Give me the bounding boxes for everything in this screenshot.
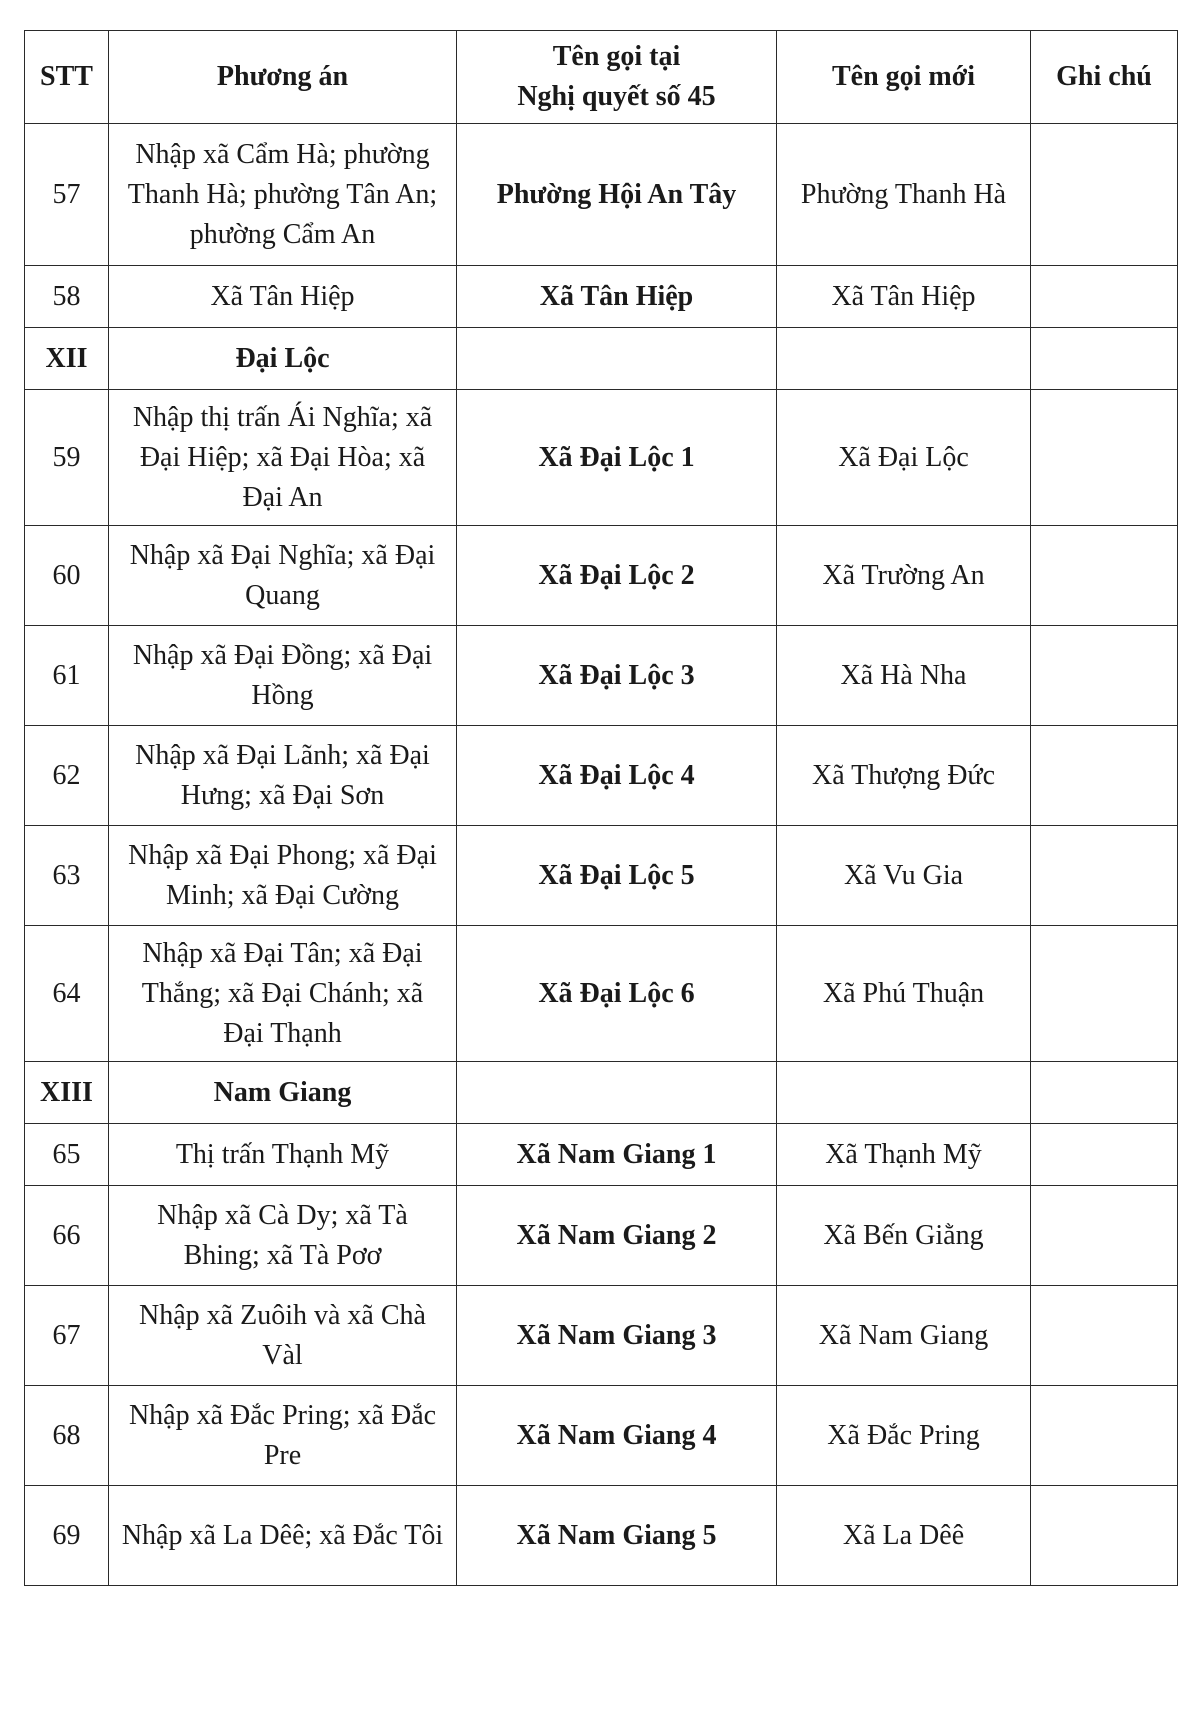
commune-renaming-table: [24, 30, 1178, 1586]
cell-ten-goi-moi: Xã Bến Giằng: [777, 1186, 1031, 1286]
cell-ten-goi-tai: Xã Nam Giang 3: [457, 1286, 777, 1386]
table-row: [25, 1386, 1178, 1486]
cell-stt: XIII: [25, 1062, 109, 1124]
header-ten-goi-moi: Tên gọi mới: [777, 31, 1031, 124]
cell-ghi-chu: [1031, 826, 1178, 926]
cell-ghi-chu: [1031, 626, 1178, 726]
cell-ghi-chu: [1031, 526, 1178, 626]
cell-ghi-chu: [1031, 390, 1178, 526]
cell-stt: 59: [25, 390, 109, 526]
cell-stt: 58: [25, 266, 109, 328]
cell-stt: 60: [25, 526, 109, 626]
cell-stt: 57: [25, 124, 109, 266]
cell-phuong-an: Nhập xã Zuôih và xã Chà Vàl: [109, 1286, 457, 1386]
cell-ghi-chu: [1031, 1124, 1178, 1186]
cell-phuong-an: Nhập xã Cẩm Hà; phường Thanh Hà; phường Tân An; phường Cẩm An: [109, 124, 457, 266]
header-stt: STT: [25, 31, 109, 124]
cell-ten-goi-tai: Xã Đại Lộc 4: [457, 726, 777, 826]
cell-ten-goi-moi: [777, 1062, 1031, 1124]
cell-ten-goi-moi: [777, 328, 1031, 390]
section-row: [25, 1062, 1178, 1124]
cell-ten-goi-tai: Phường Hội An Tây: [457, 124, 777, 266]
table-row: [25, 1186, 1178, 1286]
cell-ten-goi-moi: Xã Hà Nha: [777, 626, 1031, 726]
header-ten-goi-tai: [457, 31, 777, 124]
cell-ten-goi-moi: Xã Vu Gia: [777, 826, 1031, 926]
cell-ghi-chu: [1031, 926, 1178, 1062]
section-row: [25, 328, 1178, 390]
table-row: [25, 124, 1178, 266]
table-row: [25, 726, 1178, 826]
cell-phuong-an: Xã Tân Hiệp: [109, 266, 457, 328]
cell-ten-goi-tai: [457, 1062, 777, 1124]
table-row: [25, 1286, 1178, 1386]
table-row: [25, 926, 1178, 1062]
cell-ghi-chu: [1031, 1186, 1178, 1286]
cell-ten-goi-tai: Xã Đại Lộc 5: [457, 826, 777, 926]
cell-ghi-chu: [1031, 266, 1178, 328]
header-ten-goi-tai-line2: Nghị quyết số 45: [517, 81, 716, 112]
table-row: [25, 390, 1178, 526]
cell-stt: 63: [25, 826, 109, 926]
table-row: [25, 526, 1178, 626]
cell-stt: 61: [25, 626, 109, 726]
cell-ten-goi-moi: Xã Tân Hiệp: [777, 266, 1031, 328]
cell-phuong-an: Nhập xã Đại Tân; xã Đại Thắng; xã Đại Chánh; xã Đại Thạnh: [109, 926, 457, 1062]
cell-ghi-chu: [1031, 1062, 1178, 1124]
cell-phuong-an: Nhập xã Đại Đồng; xã Đại Hồng: [109, 626, 457, 726]
table-header-row: [25, 31, 1178, 124]
cell-ten-goi-moi: Xã Thượng Đức: [777, 726, 1031, 826]
cell-ten-goi-moi: Xã Phú Thuận: [777, 926, 1031, 1062]
table-row: [25, 826, 1178, 926]
cell-phuong-an: Nhập xã Đại Phong; xã Đại Minh; xã Đại Cường: [109, 826, 457, 926]
cell-phuong-an: Nhập xã Đại Nghĩa; xã Đại Quang: [109, 526, 457, 626]
cell-ten-goi-tai: Xã Nam Giang 2: [457, 1186, 777, 1286]
cell-stt: XII: [25, 328, 109, 390]
cell-ten-goi-moi: Xã Nam Giang: [777, 1286, 1031, 1386]
cell-phuong-an: Nhập xã La Dêê; xã Đắc Tôi: [109, 1486, 457, 1586]
table-row: [25, 1486, 1178, 1586]
cell-stt: 69: [25, 1486, 109, 1586]
cell-ghi-chu: [1031, 1286, 1178, 1386]
cell-ten-goi-moi: Xã Đại Lộc: [777, 390, 1031, 526]
cell-ten-goi-moi: Xã La Dêê: [777, 1486, 1031, 1586]
cell-phuong-an: Thị trấn Thạnh Mỹ: [109, 1124, 457, 1186]
cell-phuong-an: Nhập xã Đắc Pring; xã Đắc Pre: [109, 1386, 457, 1486]
cell-ghi-chu: [1031, 328, 1178, 390]
cell-stt: 65: [25, 1124, 109, 1186]
cell-phuong-an: Nam Giang: [109, 1062, 457, 1124]
cell-ten-goi-tai: Xã Đại Lộc 6: [457, 926, 777, 1062]
cell-ten-goi-tai: Xã Nam Giang 1: [457, 1124, 777, 1186]
table-row: [25, 266, 1178, 328]
cell-ten-goi-tai: Xã Nam Giang 5: [457, 1486, 777, 1586]
cell-stt: 62: [25, 726, 109, 826]
cell-ten-goi-tai: Xã Nam Giang 4: [457, 1386, 777, 1486]
cell-ten-goi-moi: Xã Trường An: [777, 526, 1031, 626]
cell-ghi-chu: [1031, 124, 1178, 266]
cell-ghi-chu: [1031, 1386, 1178, 1486]
cell-phuong-an: Nhập thị trấn Ái Nghĩa; xã Đại Hiệp; xã Đại Hòa; xã Đại An: [109, 390, 457, 526]
table-body: [25, 124, 1178, 1586]
cell-ten-goi-moi: Xã Thạnh Mỹ: [777, 1124, 1031, 1186]
cell-ten-goi-moi: Xã Đắc Pring: [777, 1386, 1031, 1486]
cell-phuong-an: Đại Lộc: [109, 328, 457, 390]
cell-ten-goi-tai: Xã Đại Lộc 3: [457, 626, 777, 726]
cell-stt: 66: [25, 1186, 109, 1286]
cell-ghi-chu: [1031, 1486, 1178, 1586]
cell-phuong-an: Nhập xã Đại Lãnh; xã Đại Hưng; xã Đại Sơn: [109, 726, 457, 826]
cell-phuong-an: Nhập xã Cà Dy; xã Tà Bhing; xã Tà Pơơ: [109, 1186, 457, 1286]
cell-ten-goi-tai: Xã Tân Hiệp: [457, 266, 777, 328]
cell-ten-goi-tai: Xã Đại Lộc 2: [457, 526, 777, 626]
header-ghi-chu: Ghi chú: [1031, 31, 1178, 124]
table-row: [25, 626, 1178, 726]
cell-ghi-chu: [1031, 726, 1178, 826]
cell-ten-goi-tai: Xã Đại Lộc 1: [457, 390, 777, 526]
header-phuong-an: Phương án: [109, 31, 457, 124]
cell-stt: 68: [25, 1386, 109, 1486]
cell-stt: 64: [25, 926, 109, 1062]
header-ten-goi-tai-line1: Tên gọi tại: [552, 41, 681, 72]
cell-stt: 67: [25, 1286, 109, 1386]
cell-ten-goi-moi: Phường Thanh Hà: [777, 124, 1031, 266]
cell-ten-goi-tai: [457, 328, 777, 390]
table-row: [25, 1124, 1178, 1186]
